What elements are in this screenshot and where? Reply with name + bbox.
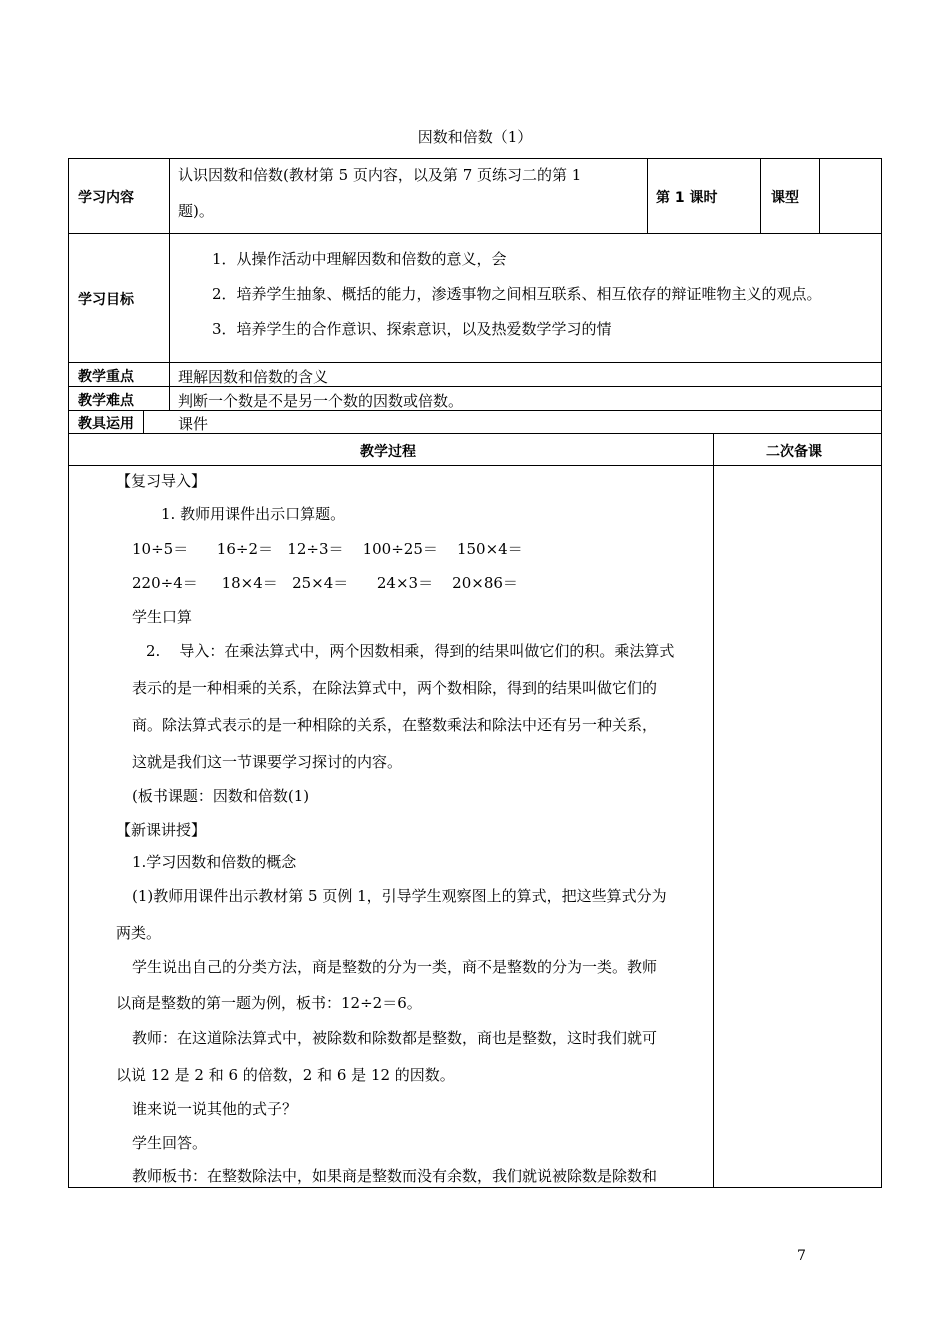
divider	[647, 158, 648, 234]
second-prep-header: 二次备课	[766, 444, 822, 460]
process-line: 这就是我们这一节课要学习探讨的内容。	[132, 753, 403, 771]
key-point-label: 教学重点	[78, 369, 134, 385]
process-line: 表示的是一种相乘的关系，在除法算式中，两个数相除，得到的结果叫做它们的	[132, 679, 658, 697]
section-heading: 【新课讲授】	[116, 821, 207, 839]
process-line: 学生说出自己的分类方法，商是整数的分为一类，商不是整数的分为一类。教师	[132, 958, 658, 976]
difficulty-label: 教学难点	[78, 393, 134, 409]
divider	[713, 433, 714, 1188]
divider	[169, 362, 170, 387]
process-line: 以商是整数的第一题为例，板书：12÷2＝6。	[116, 994, 422, 1012]
objective-item: 1．从操作活动中理解因数和倍数的意义，会	[212, 250, 507, 268]
process-line: 1.学习因数和倍数的概念	[132, 853, 297, 871]
objectives-label: 学习目标	[78, 292, 134, 308]
process-line: 教师：在这道除法算式中，被除数和除数都是整数，商也是整数，这时我们就可	[132, 1029, 658, 1047]
divider	[169, 158, 170, 234]
divider	[169, 386, 170, 411]
objective-item: 2．培养学生抽象、概括的能力，渗透事物之间相互联系、相互依存的辩证唯物主义的观点。	[212, 285, 822, 303]
divider	[169, 233, 170, 363]
divider	[760, 158, 761, 234]
process-line: 谁来说一说其他的式子？	[132, 1100, 298, 1118]
process-line: 商。除法算式表示的是一种相除的关系，在整数乘法和除法中还有另一种关系，	[132, 716, 658, 734]
divider	[68, 465, 882, 466]
document-title: 因数和倍数（1）	[417, 128, 533, 146]
type-label: 课型	[771, 190, 799, 206]
process-line: 2. 导入：在乘法算式中，两个因数相乘，得到的结果叫做它们的积。乘法算式	[146, 642, 675, 660]
content-line-2: 题)。	[178, 202, 214, 220]
process-line: (板书课题：因数和倍数(1)	[132, 787, 310, 805]
process-line: 两类。	[116, 924, 162, 942]
process-line: (1)教师用课件出示教材第 5 页例 1，引导学生观察图上的算式，把这些算式分为	[132, 887, 667, 905]
key-point-value: 理解因数和倍数的含义	[178, 368, 329, 386]
tools-value: 课件	[178, 415, 209, 433]
process-line: 以说 12 是 2 和 6 的倍数，2 和 6 是 12 的因数。	[116, 1066, 455, 1084]
section-heading: 【复习导入】	[116, 472, 207, 490]
page-number: 7	[797, 1248, 806, 1264]
content-line-1: 认识因数和倍数(教材第 5 页内容，以及第 7 页练习二的第 1	[178, 166, 582, 184]
process-line: 1. 教师用课件出示口算题。	[161, 505, 346, 523]
tools-label: 教具运用	[78, 416, 134, 432]
difficulty-value: 判断一个数是不是另一个数的因数或倍数。	[178, 392, 464, 410]
divider	[819, 158, 820, 234]
objective-item: 3．培养学生的合作意识、探索意识，以及热爱数学学习的情	[212, 320, 612, 338]
process-line: 10÷5＝ 16÷2＝ 12÷3＝ 100÷25＝ 150×4＝	[132, 540, 523, 558]
process-line: 学生回答。	[132, 1134, 208, 1152]
divider	[143, 410, 144, 434]
process-line: 220÷4＝ 18×4＝ 25×4＝ 24×3＝ 20×86＝	[132, 574, 518, 592]
lesson-number: 第 1 课时	[656, 190, 718, 206]
content-label: 学习内容	[78, 190, 134, 206]
process-header: 教学过程	[360, 444, 416, 460]
process-line: 教师板书：在整数除法中，如果商是整数而没有余数，我们就说被除数是除数和	[132, 1167, 658, 1185]
process-line: 学生口算	[132, 608, 193, 626]
